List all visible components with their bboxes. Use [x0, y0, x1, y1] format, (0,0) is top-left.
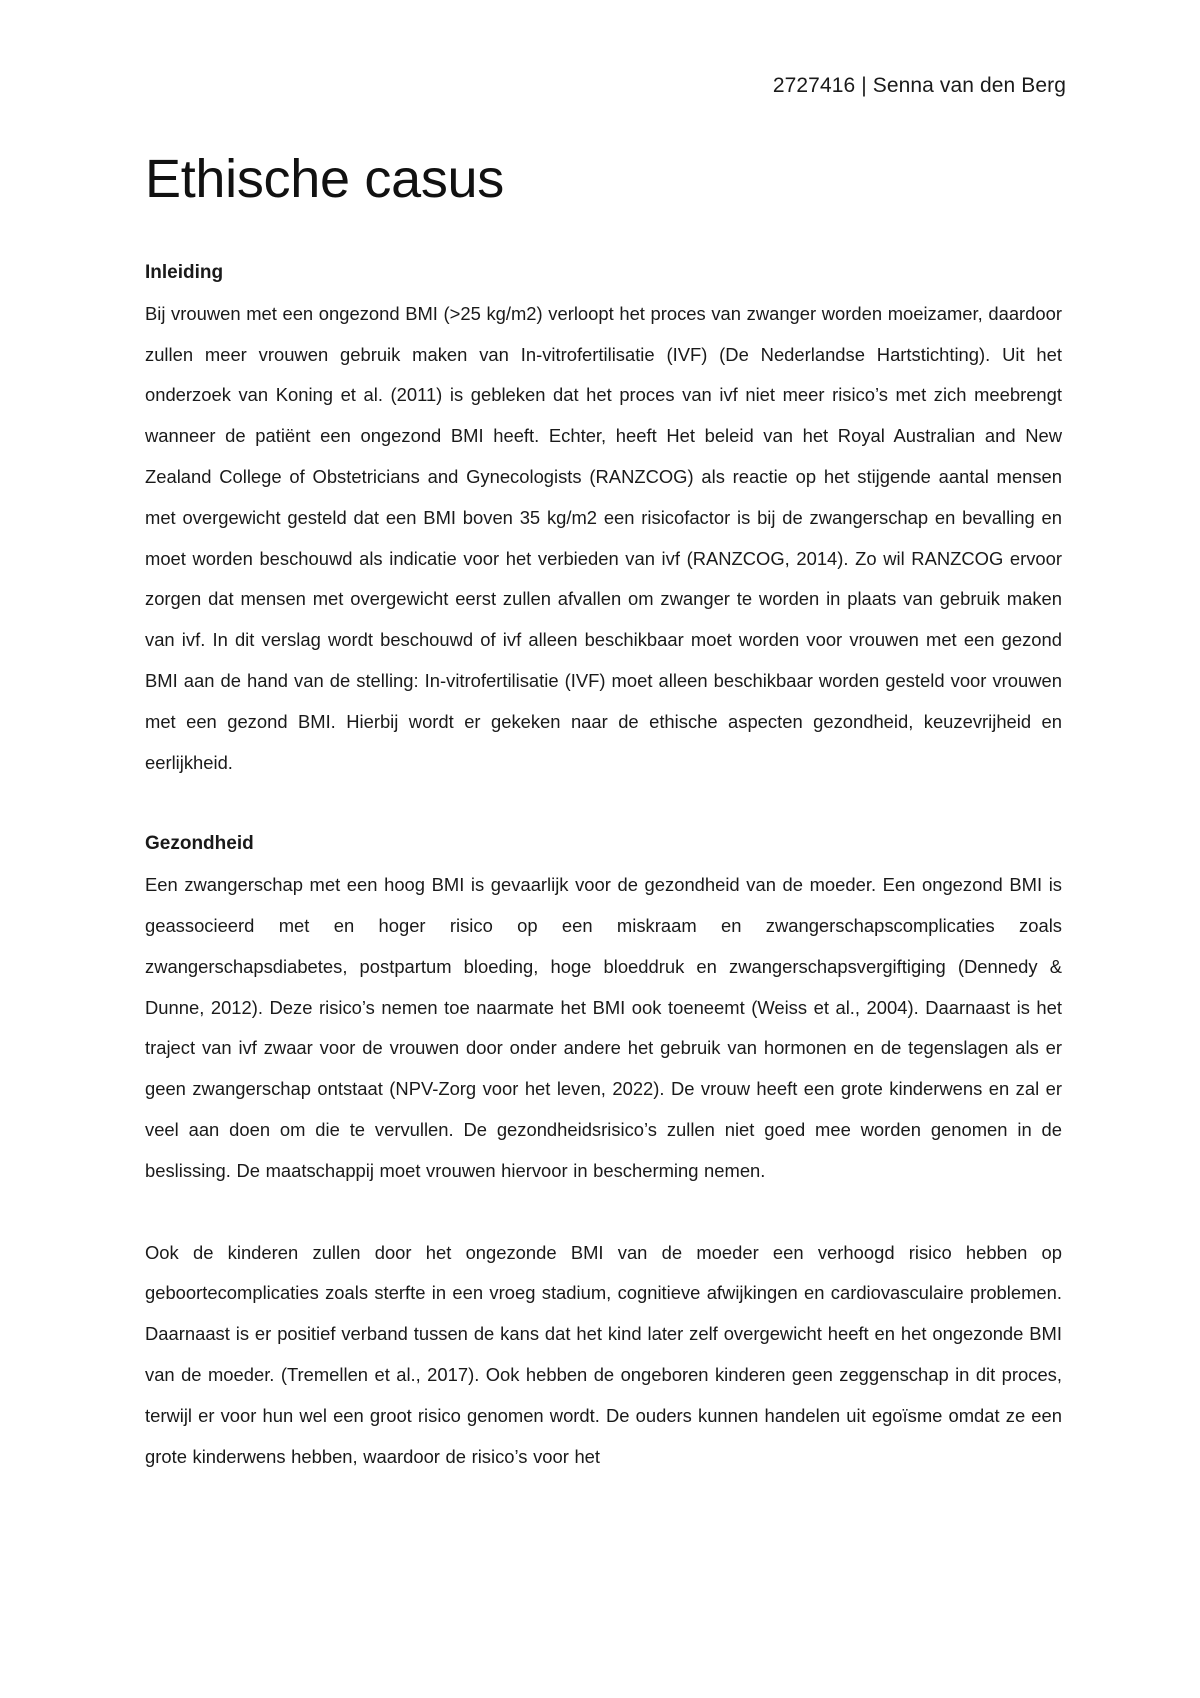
- paragraph-gezondheid-1: Een zwangerschap met een hoog BMI is gevaarlijk voor de gezondheid van de moeder. Een ongezond BMI is geassocieerd met en hoger risico op een miskraam en zwangerschapscomplicaties zoals zwangerschapsdiabetes, postpartum bloeding, hoge bloeddruk en zwangerschapsvergiftiging (Dennedy & Dunne, 2012). Deze risico’s nemen toe naarmate het BMI ook toeneemt (Weiss et al., 2004). Daarnaast is het traject van ivf zwaar voor de vrouwen door onder andere het gebruik van hormonen en de tegenslagen als er geen zwangerschap ontstaat (NPV-Zorg voor het leven, 2022). De vrouw heeft een grote kinderwens en zal er veel aan doen om die te vervullen. De gezondheidsrisico’s zullen niet goed mee worden genomen in de beslissing. De maatschappij moet vrouwen hiervoor in bescherming nemen.: [145, 874, 1062, 1181]
- section-heading-inleiding: Inleiding: [145, 262, 224, 283]
- section-inleiding: [145, 253, 1062, 783]
- document-title: Ethische casus: [145, 149, 504, 209]
- paragraph-spacer: [145, 1192, 1062, 1233]
- paragraph-inleiding: Bij vrouwen met een ongezond BMI (>25 kg/m2) verloopt het proces van zwanger worden moeizamer, daardoor zullen meer vrouwen gebruik maken van In-vitrofertilisatie (IVF) (De Nederlandse Hartstichting). Uit het onderzoek van Koning et al. (2011) is gebleken dat het proces van ivf niet meer risico’s met zich meebrengt wanneer de patiënt een ongezond BMI heeft. Echter, heeft Het beleid van het Royal Australian and New Zealand College of Obstetricians and Gynecologists (RANZCOG) als reactie op het stijgende aantal mensen met overgewicht gesteld dat een BMI boven 35 kg/m2 een risicofactor is bij de zwangerschap en bevalling en moet worden beschouwd als indicatie voor het verbieden van ivf (RANZCOG, 2014). Zo wil RANZCOG ervoor zorgen dat mensen met overgewicht eerst zullen afvallen om zwanger te worden in plaats van gebruik maken van ivf. In dit verslag wordt beschouwd of ivf alleen beschikbaar moet worden voor vrouwen met een gezond BMI aan de hand van de stelling: In-vitrofertilisatie (IVF) moet alleen beschikbaar worden gesteld voor vrouwen met een gezond BMI. Hierbij wordt er gekeken naar de ethische aspecten gezondheid, keuzevrijheid en eerlijkheid.: [145, 302, 1062, 773]
- paragraph-gezondheid-2: Ook de kinderen zullen door het ongezonde BMI van de moeder een verhoogd risico hebben op geboortecomplicaties zoals sterfte in een vroeg stadium, cognitieve afwijkingen en cardiovasculaire problemen. Daarnaast is er positief verband tussen de kans dat het kind later zelf overgewicht heeft en het ongezonde BMI van de moeder. (Tremellen et al., 2017). Ook hebben de ongeboren kinderen geen zeggenschap in dit proces, terwijl er voor hun wel een groot risico genomen wordt. De ouders kunnen handelen uit egoïsme omdat ze een grote kinderwens hebben, waardoor de risico’s voor het: [145, 1241, 1062, 1467]
- document-body: [145, 253, 1062, 1477]
- header-student-info: 2727416 | Senna van den Berg: [772, 74, 1066, 97]
- paragraph-spacer: [145, 783, 1062, 824]
- section-heading-gezondheid: Gezondheid: [145, 833, 254, 855]
- section-gezondheid: [145, 824, 1062, 1477]
